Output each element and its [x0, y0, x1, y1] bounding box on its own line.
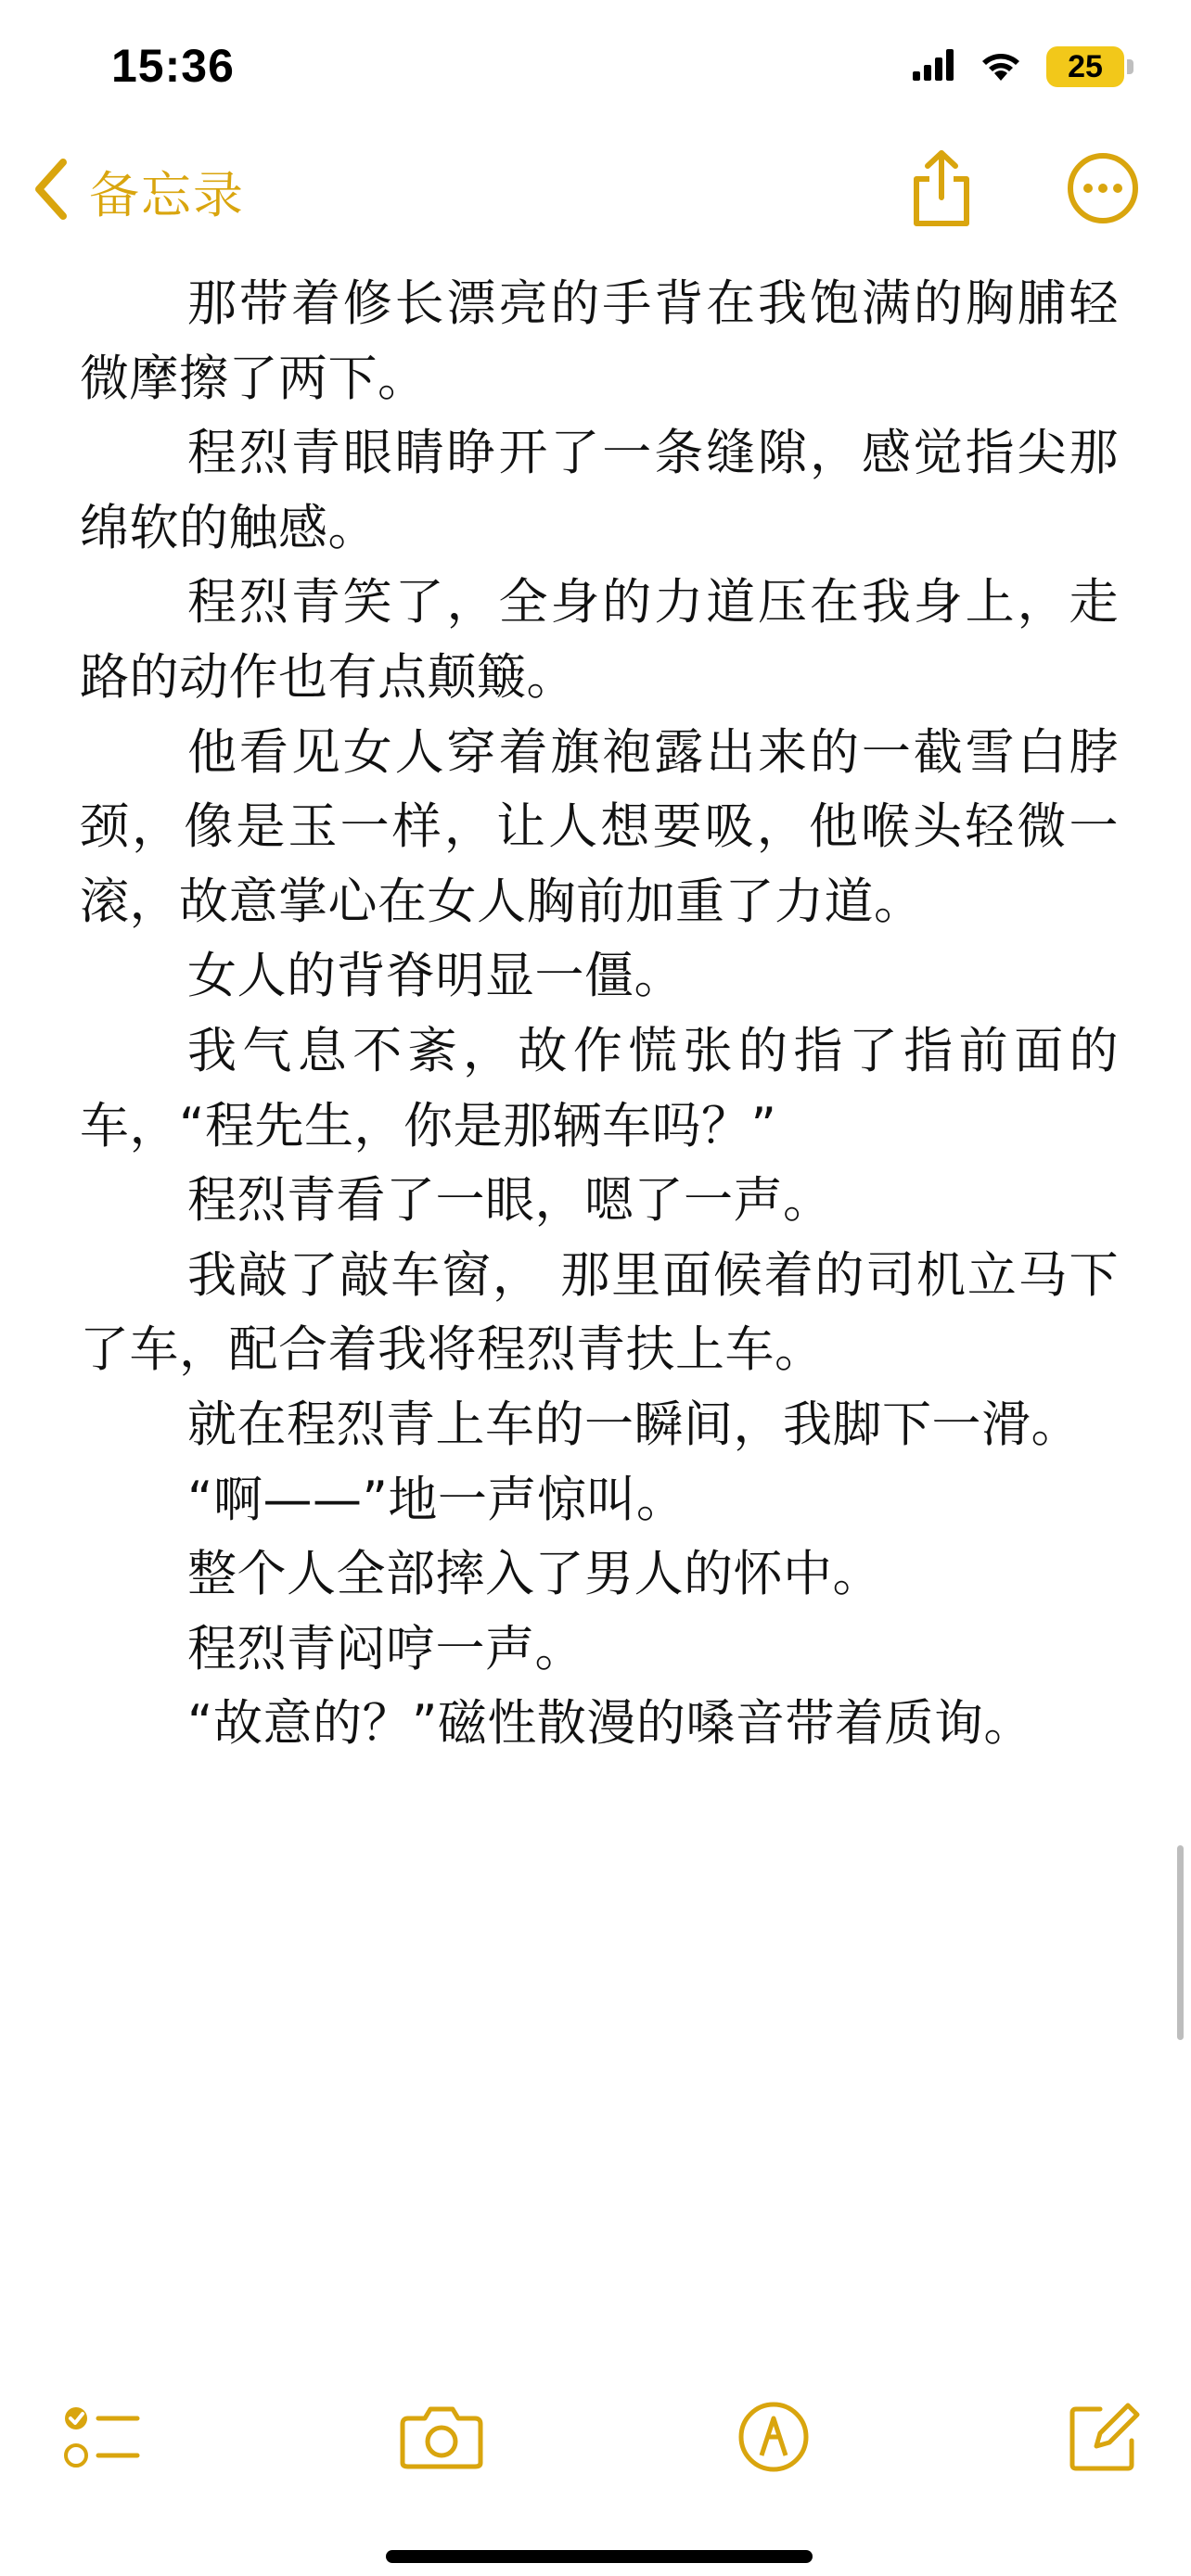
more-icon	[1067, 152, 1139, 228]
scroll-indicator[interactable]	[1177, 1845, 1184, 2040]
wifi-icon	[980, 49, 1022, 84]
status-bar	[0, 0, 1191, 139]
note-paragraph: 就在程烈青上车的一瞬间，我脚下一滑。	[187, 1396, 1081, 1453]
status-time: 15:36	[111, 40, 235, 92]
compose-icon	[1067, 2400, 1141, 2478]
note-paragraph: “啊——”地一声惊叫。	[187, 1471, 686, 1528]
note-paragraph: 程烈青眼睛睁开了一条缝隙，感觉指尖那绵软的触感。	[80, 425, 1119, 556]
back-button[interactable]	[33, 154, 245, 228]
note-paragraph: 女人的背脊明显一僵。	[187, 948, 684, 1005]
chevron-left-icon	[33, 159, 70, 223]
camera-icon	[399, 2404, 484, 2474]
navigation-bar	[0, 139, 1191, 250]
battery-nub	[1127, 59, 1133, 74]
note-paragraph: 那带着修长漂亮的手背在我饱满的胸脯轻微摩擦了两下。	[80, 275, 1119, 407]
battery-icon	[1046, 46, 1135, 87]
note-paragraph: 程烈青看了一眼，嗯了一声。	[187, 1172, 833, 1230]
checklist-icon	[63, 2400, 141, 2478]
note-paragraph: “故意的？”磁性散漫的嗓音带着质询。	[187, 1695, 1033, 1753]
checklist-button[interactable]	[56, 2392, 148, 2485]
home-indicator[interactable]	[386, 2550, 813, 2563]
note-paragraph: 程烈青笑了，全身的力道压在我身上，走路的动作也有点颠簸。	[80, 574, 1119, 706]
markup-icon	[736, 2400, 811, 2478]
back-label: 备忘录	[89, 165, 245, 224]
note-paragraph: 程烈青闷哼一声。	[187, 1620, 584, 1677]
bottom-toolbar	[0, 2383, 1191, 2485]
share-icon	[909, 149, 974, 231]
more-button[interactable]	[1061, 148, 1145, 232]
battery-level: 25	[1046, 46, 1124, 87]
note-paragraph: 他看见女人穿着旗袍露出来的一截雪白脖颈，像是玉一样，让人想要吸，他喉头轻微一滚，故意掌心在女人胸前加重了力道。	[80, 723, 1119, 930]
note-paragraph: 我敲了敲车窗， 那里面候着的司机立马下了车，配合着我将程烈青扶上车。	[80, 1246, 1119, 1379]
share-button[interactable]	[900, 148, 983, 232]
note-paragraph: 我气息不紊，故作慌张的指了指前面的车，“程先生，你是那辆车吗？”	[80, 1022, 1119, 1154]
note-paragraph: 整个人全部摔入了男人的怀中。	[187, 1546, 882, 1603]
markup-button[interactable]	[727, 2392, 820, 2485]
cellular-signal-icon	[913, 49, 955, 84]
status-icons	[913, 41, 1135, 93]
note-body[interactable]	[80, 267, 1119, 1762]
compose-button[interactable]	[1057, 2392, 1150, 2485]
camera-button[interactable]	[395, 2392, 488, 2485]
